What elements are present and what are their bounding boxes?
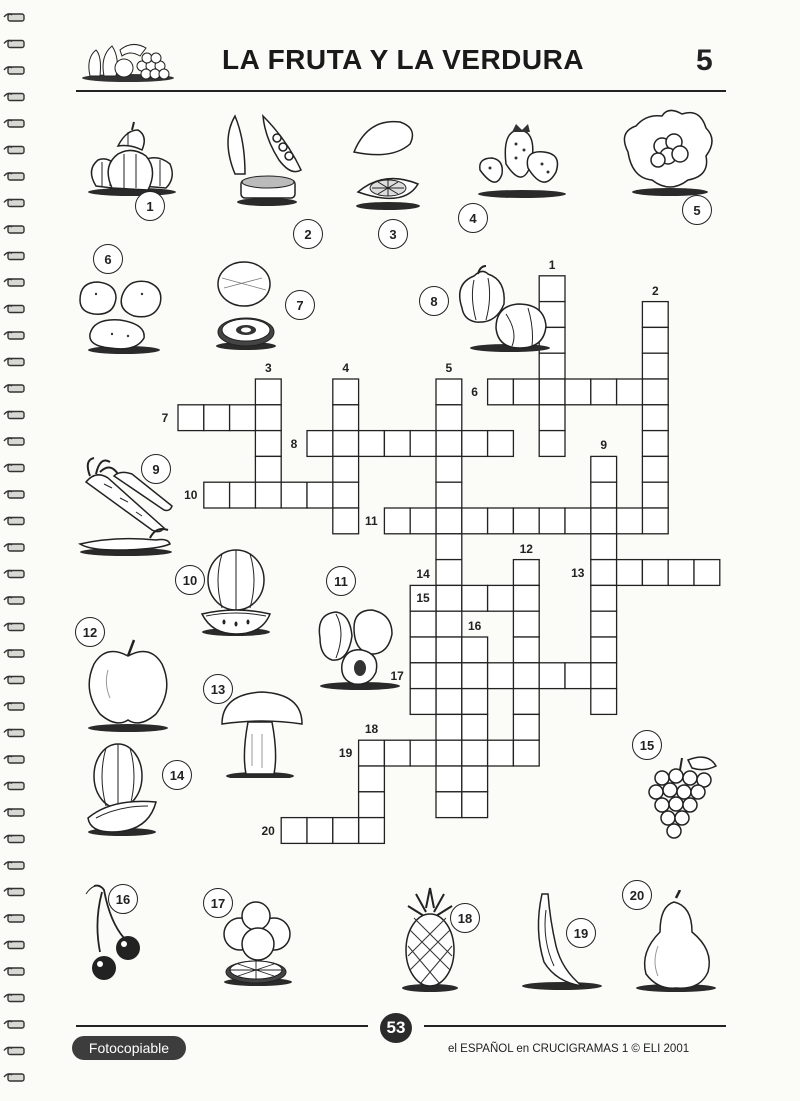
crossword-cell[interactable] <box>333 379 359 405</box>
picture-number-badge: 1 <box>135 191 165 221</box>
crossword-cell[interactable] <box>513 611 539 637</box>
crossword-cell[interactable] <box>617 560 643 586</box>
crossword-cell[interactable] <box>436 611 462 637</box>
crossword-cell[interactable] <box>281 482 307 508</box>
crossword-cell[interactable] <box>307 818 333 844</box>
picture-number-badge: 8 <box>419 286 449 316</box>
picture-number-badge: 10 <box>175 565 205 595</box>
crossword-cell[interactable] <box>436 792 462 818</box>
crossword-cell[interactable] <box>436 740 462 766</box>
crossword-cell[interactable] <box>642 560 668 586</box>
crossword-cell[interactable] <box>410 689 436 715</box>
crossword-cell[interactable] <box>642 405 668 431</box>
picture-number-badge: 13 <box>203 674 233 704</box>
footer-credit: el ESPAÑOL en CRUCIGRAMAS 1 © ELI 2001 <box>448 1043 690 1055</box>
photocopiable-badge: Fotocopiable <box>72 1036 186 1060</box>
crossword-cell[interactable] <box>436 379 462 405</box>
crossword-cell[interactable] <box>642 353 668 379</box>
crossword-cell[interactable] <box>642 482 668 508</box>
crossword-cell[interactable] <box>255 431 281 457</box>
lemon-icon <box>348 114 428 214</box>
crossword-cell[interactable] <box>436 766 462 792</box>
crossword-cell[interactable] <box>462 792 488 818</box>
crossword-cell[interactable] <box>462 585 488 611</box>
picture-number-badge: 6 <box>93 244 123 274</box>
picture-number-badge: 4 <box>458 203 488 233</box>
crossword-cell[interactable] <box>333 818 359 844</box>
picture-number-badge: 12 <box>75 617 105 647</box>
crossword-cell[interactable] <box>333 456 359 482</box>
crossword-cell[interactable] <box>462 508 488 534</box>
crossword-cell[interactable] <box>333 482 359 508</box>
crossword-cell[interactable] <box>565 508 591 534</box>
clue-number-across: 13 <box>571 565 585 580</box>
picture-number-badge: 20 <box>622 880 652 910</box>
crossword-cell[interactable] <box>462 637 488 663</box>
crossword-cell[interactable] <box>591 611 617 637</box>
strawberry-icon <box>472 120 572 198</box>
crossword-cell[interactable] <box>230 482 256 508</box>
kiwi-icon <box>212 258 280 352</box>
crossword-cell[interactable] <box>410 508 436 534</box>
crossword-cell[interactable] <box>436 585 462 611</box>
cauliflower-icon <box>618 106 718 196</box>
grapes-icon <box>636 752 720 844</box>
crossword-cell[interactable] <box>436 560 462 586</box>
crossword-cell[interactable] <box>230 405 256 431</box>
crossword-cell[interactable] <box>488 508 514 534</box>
crossword-cell[interactable] <box>436 689 462 715</box>
melon-icon <box>82 742 162 842</box>
crossword-cell[interactable] <box>513 585 539 611</box>
crossword-cell[interactable] <box>539 353 565 379</box>
crossword-cell[interactable] <box>642 456 668 482</box>
crossword-cell[interactable] <box>359 818 385 844</box>
picture-number-badge: 2 <box>293 219 323 249</box>
crossword-cell[interactable] <box>204 482 230 508</box>
crossword-cell[interactable] <box>384 508 410 534</box>
picture-number-badge: 15 <box>632 730 662 760</box>
crossword-cell[interactable] <box>410 611 436 637</box>
crossword-cell[interactable] <box>462 740 488 766</box>
crossword-cell[interactable] <box>436 508 462 534</box>
clue-number-down: 1 <box>548 257 556 272</box>
crossword-cell[interactable] <box>462 689 488 715</box>
crossword-cell[interactable] <box>539 508 565 534</box>
crossword-cell[interactable] <box>410 663 436 689</box>
crossword-cell[interactable] <box>591 585 617 611</box>
crossword-cell[interactable] <box>384 740 410 766</box>
page-number: 53 <box>380 1013 412 1043</box>
crossword-cell[interactable] <box>307 431 333 457</box>
crossword-cell[interactable] <box>333 405 359 431</box>
crossword-cell[interactable] <box>359 740 385 766</box>
clue-number-down: 16 <box>468 619 482 633</box>
crossword-cell[interactable] <box>591 482 617 508</box>
clue-number-down: 4 <box>342 361 350 375</box>
picture-number-badge: 19 <box>566 918 596 948</box>
crossword-cell[interactable] <box>513 663 539 689</box>
unit-number: 5 <box>696 44 713 77</box>
crossword-cell[interactable] <box>410 740 436 766</box>
crossword-cell[interactable] <box>488 431 514 457</box>
crossword-cell[interactable] <box>488 663 514 689</box>
crossword-cell[interactable] <box>333 431 359 457</box>
picture-number-badge: 5 <box>682 195 712 225</box>
clue-number-across: 10 <box>184 488 198 503</box>
picture-number-badge: 18 <box>450 903 480 933</box>
crossword-cell[interactable] <box>642 431 668 457</box>
page-title: LA FRUTA Y LA VERDURA <box>222 44 585 75</box>
crossword-cell[interactable] <box>436 405 462 431</box>
crossword-cell[interactable] <box>255 405 281 431</box>
clue-number-across: 19 <box>338 746 353 761</box>
potato-icon <box>76 264 172 354</box>
pineapple-icon <box>400 884 462 996</box>
crossword-cell[interactable] <box>591 663 617 689</box>
crossword-cell[interactable] <box>255 482 281 508</box>
clue-number-down: 9 <box>600 438 608 453</box>
crossword-cell[interactable] <box>436 714 462 740</box>
crossword-cell[interactable] <box>617 508 643 534</box>
crossword-cell[interactable] <box>591 689 617 715</box>
picture-number-badge: 16 <box>108 884 138 914</box>
crossword-cell[interactable] <box>513 379 539 405</box>
picture-number-badge: 3 <box>378 219 408 249</box>
crossword-cell[interactable] <box>333 508 359 534</box>
crossword-cell[interactable] <box>539 431 565 457</box>
crossword-cell[interactable] <box>642 302 668 328</box>
crossword-cell[interactable] <box>462 431 488 457</box>
crossword-cell[interactable] <box>565 379 591 405</box>
crossword-cell[interactable] <box>436 663 462 689</box>
clue-number-across: 7 <box>161 410 169 425</box>
crossword-cell[interactable] <box>436 534 462 560</box>
crossword-cell[interactable] <box>384 431 410 457</box>
crossword-cell[interactable] <box>359 431 385 457</box>
crossword-cell[interactable] <box>513 637 539 663</box>
crossword-cell[interactable] <box>591 637 617 663</box>
crossword-cell[interactable] <box>694 560 720 586</box>
clue-number-down: 12 <box>519 541 533 556</box>
clue-number-across: 8 <box>290 436 298 451</box>
crossword-cell[interactable] <box>359 766 385 792</box>
crossword-cell[interactable] <box>255 379 281 405</box>
footer-divider-right <box>424 1025 726 1027</box>
crossword-cell[interactable] <box>178 405 204 431</box>
crossword-cell[interactable] <box>462 663 488 689</box>
clue-number-across: 20 <box>261 823 275 838</box>
crossword-cell[interactable] <box>617 379 643 405</box>
peas-icon <box>215 110 315 215</box>
crossword-cell[interactable] <box>591 508 617 534</box>
crossword-cell[interactable] <box>436 482 462 508</box>
crossword-cell[interactable] <box>204 405 230 431</box>
peach-icon <box>306 592 406 690</box>
crossword-cell[interactable] <box>281 818 307 844</box>
picture-number-badge: 11 <box>326 566 356 596</box>
crossword-cell[interactable] <box>642 379 668 405</box>
crossword-cell[interactable] <box>565 663 591 689</box>
crossword-cell[interactable] <box>513 508 539 534</box>
crossword-cell[interactable] <box>488 379 514 405</box>
fig-icon <box>452 262 552 354</box>
crossword-cell[interactable] <box>359 792 385 818</box>
picture-number-badge: 14 <box>162 760 192 790</box>
crossword-cell[interactable] <box>513 740 539 766</box>
crossword-cell[interactable] <box>488 585 514 611</box>
crossword-cell[interactable] <box>436 637 462 663</box>
clue-number-down: 18 <box>364 722 379 737</box>
crossword-cell[interactable] <box>410 431 436 457</box>
crossword-cell[interactable] <box>488 740 514 766</box>
crossword-cell[interactable] <box>513 689 539 715</box>
crossword-cell[interactable] <box>410 637 436 663</box>
crossword-cell[interactable] <box>539 379 565 405</box>
clue-number-down: 3 <box>264 361 272 375</box>
crossword-cell[interactable] <box>539 405 565 431</box>
crossword-cell[interactable] <box>436 431 462 457</box>
crossword-cell[interactable] <box>255 456 281 482</box>
picture-number-badge: 7 <box>285 290 315 320</box>
picture-number-badge: 17 <box>203 888 233 918</box>
crossword-cell[interactable] <box>642 508 668 534</box>
crossword-cell[interactable] <box>513 714 539 740</box>
crossword-cell[interactable] <box>436 456 462 482</box>
clue-number-across: 17 <box>390 668 404 683</box>
crossword-cell[interactable] <box>513 560 539 586</box>
clue-number-down: 2 <box>651 283 659 298</box>
crossword-cell[interactable] <box>591 379 617 405</box>
crossword-cell[interactable] <box>668 560 694 586</box>
clue-number-down: 14 <box>416 567 430 582</box>
crossword-cell[interactable] <box>642 327 668 353</box>
crossword-cell[interactable] <box>539 663 565 689</box>
clue-number-down: 5 <box>445 361 453 375</box>
crossword-cell[interactable] <box>462 766 488 792</box>
pumpkin-icon <box>82 116 182 196</box>
crossword-cell[interactable] <box>591 456 617 482</box>
footer-divider-left <box>76 1025 368 1027</box>
clue-number-across: 11 <box>365 513 378 528</box>
crossword-cell[interactable] <box>307 482 333 508</box>
apple-icon <box>78 634 180 732</box>
crossword-cell[interactable] <box>591 560 617 586</box>
watermelon-icon <box>196 548 276 640</box>
crossword-cell[interactable] <box>591 534 617 560</box>
picture-number-badge: 9 <box>141 454 171 484</box>
clue-number-across: 15 <box>416 591 430 606</box>
clue-number-across: 6 <box>471 384 478 399</box>
crossword-cell[interactable] <box>462 714 488 740</box>
